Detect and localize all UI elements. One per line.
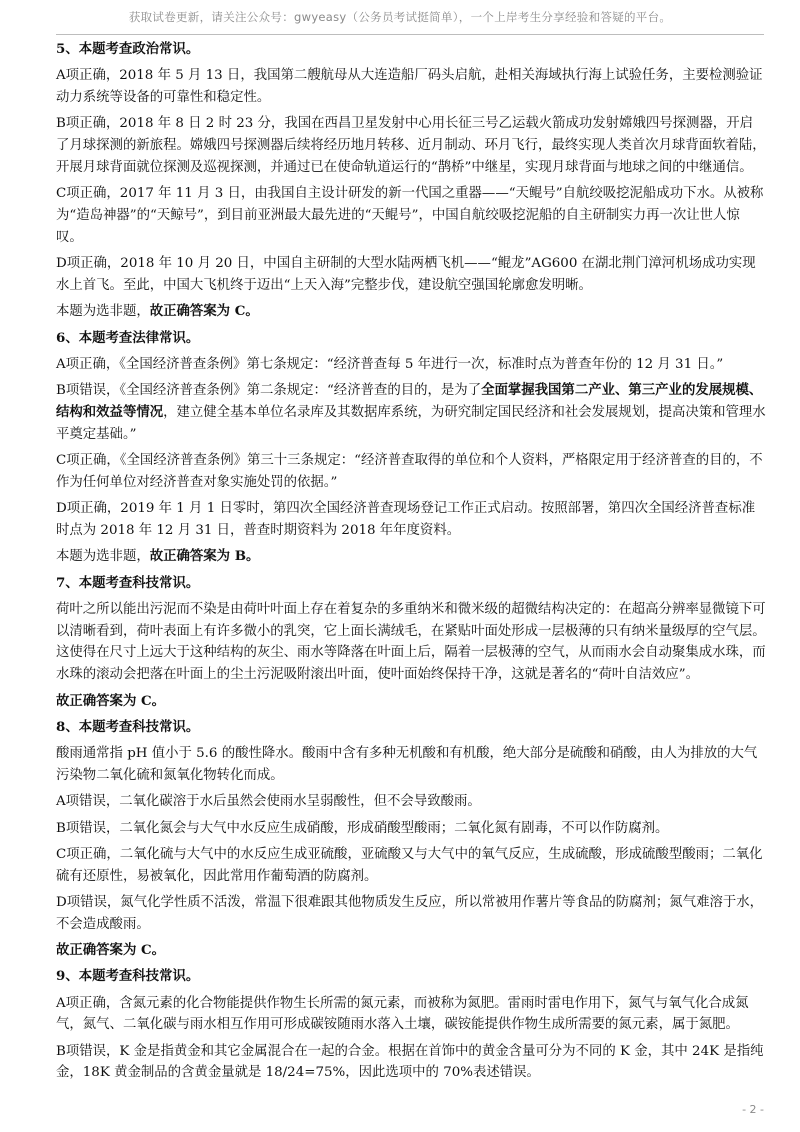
question-6-option-a: A项正确，《全国经济普查条例》第七条规定：“经济普查每 5 年进行一次，标准时点为普查年份的 12 月 31 日。” (56, 356, 724, 372)
question-5-option-d: D项正确，2018 年 10 月 20 日，中国自主研制的大型水陆两栖飞机——“鲲龙”AG600 在湖北荆门漳河机场成功实现水上首飞。至此，中国大飞机终于迈出“上天入海”完整步伐，建设航空强国轮廓愈发明晰。 (56, 256, 756, 293)
question-6-option-b (56, 380, 766, 445)
question-9-option-b: B项错误，K 金是指黄金和其它金属混合在一起的合金。根据在首饰中的黄金含量可分为不同的 K 金，其中 24K 是指纯金，18K 黄金制品的含黄金量就是 18/24=75%，因此选项中的 70%表述错误。 (56, 1043, 764, 1081)
question-6-option-c: C项正确，《全国经济普查条例》第三十三条规定：“经济普查取得的单位和个人资料，严格限定用于经济普查的目的，不作为任何单位对经济普查对象实施处罚的依据。” (56, 453, 763, 490)
question-8-option-d: D项错误，氮气化学性质不活泼，常温下很难跟其他物质发生反应，所以常被用作薯片等食品的防腐剂；氮气难溶于水，不会造成酸雨。 (56, 894, 764, 932)
question-8-title: 8、本题考查科技常识。 (56, 718, 200, 735)
question-6-option-b-text-1: B项错误，《全国经济普查条例》第二条规定：“经济普查的目的，是为了 (56, 383, 482, 399)
question-6-answer-line (56, 546, 766, 568)
page-header-notice: 获取试卷更新，请关注公众号：gwyeasy（公务员考试挺简单），一个上岸考生分享经验和答疑的平台。 (128, 10, 672, 24)
question-6-title: 6、本题考查法律常识。 (56, 329, 200, 346)
question-6-answer: 故正确答案为 B。 (149, 548, 260, 565)
question-7-body: 荷叶之所以能出污泥而不染是由荷叶叶面上存在着复杂的多重纳米和微米级的超微结构决定的：在超高分辨率显微镜下可以清晰看到，荷叶表面上有许多微小的乳突，它上面长满绒毛，在紧贴叶面处形成一层极薄的只有纳米量级厚的空气层。这使得在尺寸上远大于这种结构的灰尘、雨水等降落在叶面上后，隔着一层极薄的空气，从而雨水会自动聚集成水珠，而水珠的滚动会把落在叶面上的尘土污泥吸附滚出叶面，使叶面始终保持干净，这就是著名的“荷叶自洁效应”。 (56, 601, 766, 683)
question-9-title: 9、本题考查科技常识。 (56, 968, 200, 985)
question-5-option-a: A项正确，2018 年 5 月 13 日，我国第二艘航母从大连造船厂码头启航，赴相关海域执行海上试验任务，主要检测验证动力系统等设备的可靠性和稳定性。 (56, 68, 763, 106)
question-5-answer-prefix: 本题为选非题， (56, 304, 150, 320)
document-body (56, 39, 766, 1089)
question-5-answer-line (56, 301, 766, 323)
question-7-title: 7、本题考查科技常识。 (56, 574, 200, 591)
question-5-answer: 故正确答案为 C。 (149, 303, 259, 320)
question-5-option-c: C项正确，2017 年 11 月 3 日，由我国自主设计研发的新一代国之重器——“天鲲号”自航绞吸挖泥船成功下水。从被称为“造岛神器”的“天鲸号”，到目前亚洲最大最先进的“天鲲号”，中国自航绞吸挖泥船的自主研制实力再一次让世人惊叹。 (56, 186, 764, 245)
question-5-option-b: B项正确，2018 年 8 日 2 时 23 分，我国在西昌卫星发射中心用长征三号乙运载火箭成功发射嫦娥四号探测器，开启了月球探测的新旅程。嫦娥四号探测器后续将经历地月转移、近月制动、环月飞行，最终实现人类首次月球背面软着陆，开展月球背面就位探测及巡视探测，并通过已在使命轨道运行的“鹊桥”中继星，实现月球背面与地球之间的中继通信。 (56, 116, 766, 175)
question-8-option-b: B项错误，二氧化氮会与大气中水反应生成硝酸，形成硝酸型酸雨；二氧化氮有剧毒，不可以作防腐剂。 (56, 820, 669, 836)
question-5-title: 5、本题考查政治常识。 (56, 41, 200, 57)
question-8-answer: 故正确答案为 C。 (56, 941, 166, 958)
question-8-intro: 酸雨通常指 pH 值小于 5.6 的酸性降水。酸雨中含有多种无机酸和有机酸，绝大部分是硫酸和硝酸，由人为排放的大气污染物二氧化硫和氮氧化物转化而成。 (56, 746, 758, 783)
question-8-option-c: C项正确，二氧化硫与大气中的水反应生成亚硫酸，亚硫酸又与大气中的氧气反应，生成硫酸，形成硫酸型酸雨；二氧化硫有还原性，易被氧化，因此常用作葡萄酒的防腐剂。 (56, 846, 763, 884)
page-number: - 2 - (742, 1103, 764, 1116)
question-7-answer: 故正确答案为 C。 (56, 692, 166, 709)
question-8-option-a: A项错误，二氧化碳溶于水后虽然会使雨水呈弱酸性，但不会导致酸雨。 (56, 794, 481, 810)
question-6-option-b-text-2: ，建立健全基本单位名录库及其数据库系统，为研究制定国民经济和社会发展规划，提高决策和管理水平奠定基础。” (56, 404, 766, 442)
header-divider (56, 34, 764, 35)
question-6-option-d: D项正确，2019 年 1 月 1 日零时，第四次全国经济普查现场登记工作正式启动。按照部署，第四次全国经济普查标准时点为 2018 年 12 月 31 日，普查时期资料为 2018 年年度资料。 (56, 501, 756, 538)
question-6-option-b-highlight: 全面掌握我国第二产业、第三产业的发展规模、结构和效益等情况 (56, 382, 763, 420)
question-6-answer-prefix: 本题为选非题， (56, 549, 150, 565)
question-9-option-a: A项正确，含氮元素的化合物能提供作物生长所需的氮元素，而被称为氮肥。雷雨时雷电作用下，氮气与氧气化合成氮气，氮气、二氧化碳与雨水相互作用可形成碳铵随雨水落入土壤，碳铵能提供作物生成所需要的氮元素，属于氮肥。 (56, 995, 749, 1033)
